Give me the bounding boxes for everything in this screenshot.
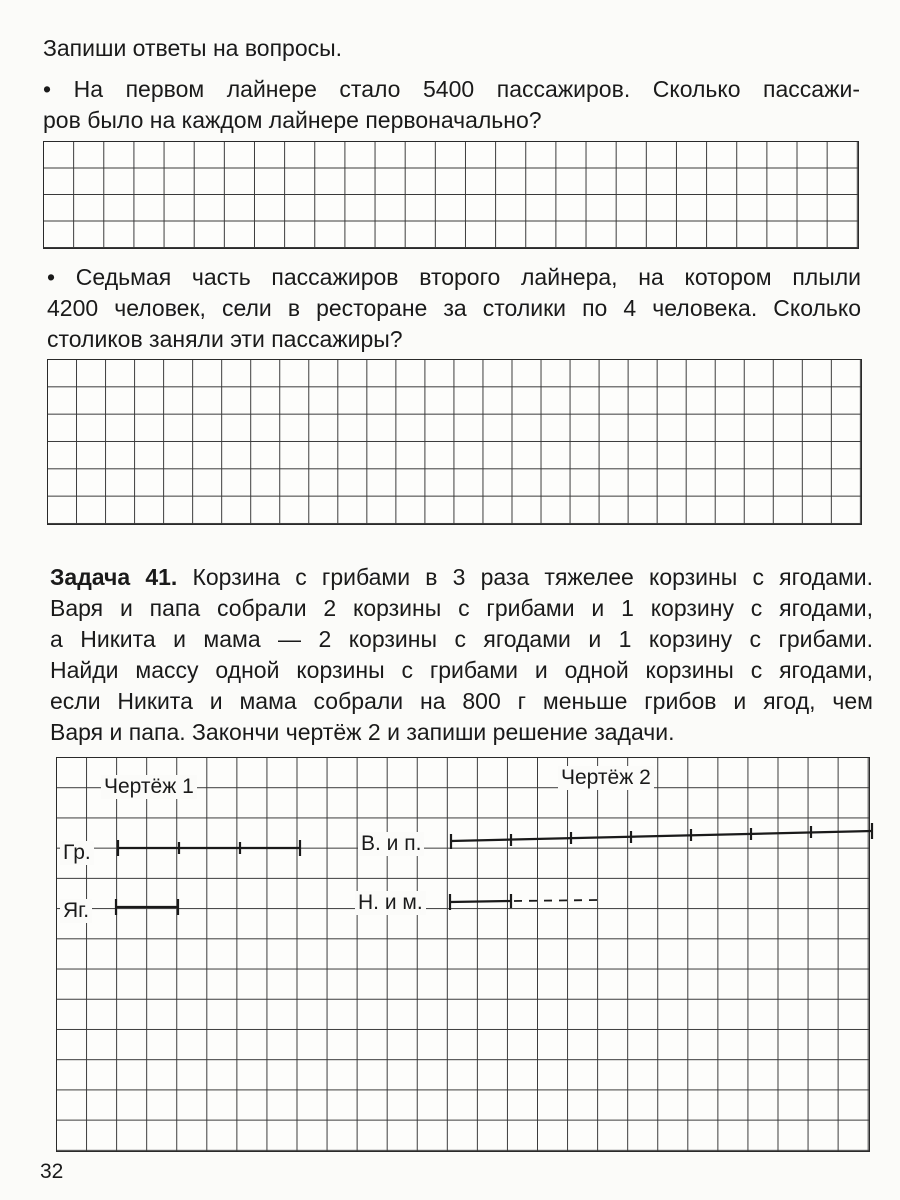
question-2-line-1: • Седьмая часть пассажиров второго лайнера, на котором плыли [47,264,861,290]
task-41-line-3: а Никита и мама — 2 корзины с ягодами и 1 корзину с грибами. [50,626,873,652]
chart-1-label: Чертёж 1 [101,775,197,799]
answer-grid-3[interactable] [56,757,870,1152]
question-1-line-1: • На первом лайнере стало 5400 пассажиров. Сколько пассажи- [43,76,860,102]
question-2 [47,262,861,324]
page-number: 32 [40,1160,64,1183]
question-1-line-2: ров было на каждом лайнере первоначально? [43,107,542,133]
task-41-title: Задача 41. [50,564,178,590]
instruction-text: Запиши ответы на вопросы. [43,35,343,61]
question-1 [43,74,860,105]
answer-grid-1[interactable] [43,141,859,249]
task-41-text [50,562,873,717]
question-2-line-3: столиков заняли эти пассажиры? [47,326,403,352]
task-41-line-2: Варя и папа собрали 2 корзины с грибами и 1 корзину с ягодами, [50,595,873,621]
task-41-line-1: Задача 41. Корзина с грибами в 3 раза тяжелее корзины с ягодами. [50,564,873,590]
chart-2-label: Чертёж 2 [558,766,654,790]
task-41-line-6: Варя и папа. Закончи чертёж 2 и запиши решение задачи. [50,719,675,745]
question-2-line-2: 4200 человек, сели в ресторане за столики по 4 человека. Сколько [47,295,861,321]
task-41-line-5: если Никита и мама собрали на 800 г меньше грибов и ягод, чем [50,688,873,714]
mushrooms-label: Гр. [60,841,94,865]
varya-papa-label: В. и п. [358,832,424,856]
answer-grid-2[interactable] [47,359,862,525]
nikita-mama-label: Н. и м. [355,891,426,915]
berries-label: Яг. [60,899,92,923]
task-41-line-4: Найди массу одной корзины с грибами и одной корзины с ягодами, [50,657,873,683]
